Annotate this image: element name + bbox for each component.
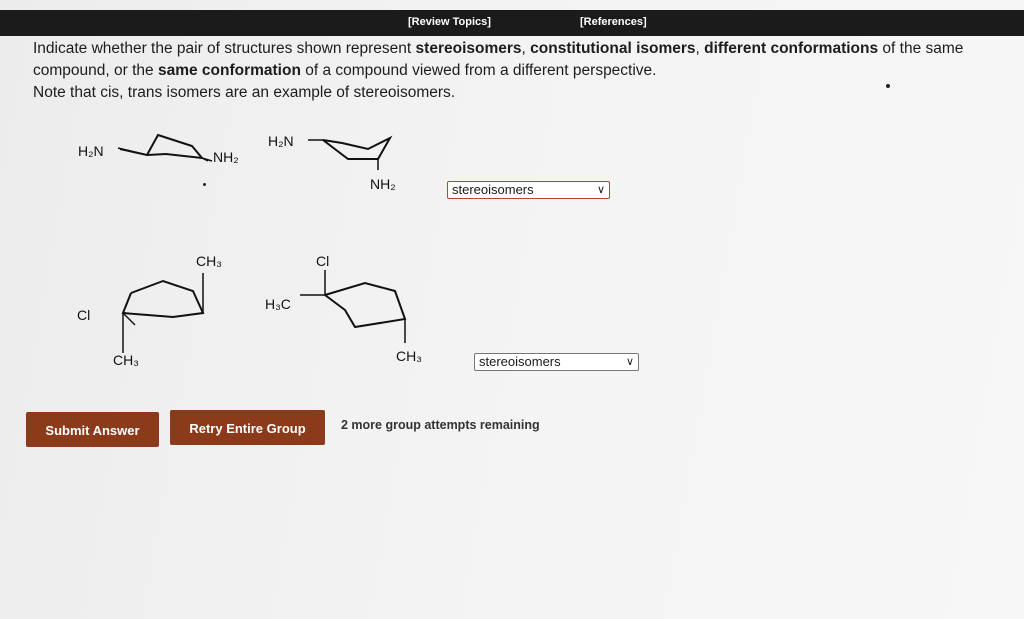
- question-text: [33, 38, 983, 104]
- answer-select-pair-2-value: stereoisomers: [479, 354, 561, 369]
- structure-1b-substituent-top: H₂N: [268, 133, 294, 149]
- structure-1a-ring: [110, 125, 230, 170]
- retry-entire-group-button[interactable]: Retry Entire Group: [170, 410, 325, 445]
- attempts-remaining-text: 2 more group attempts remaining: [341, 418, 540, 432]
- answer-select-pair-1[interactable]: [447, 181, 610, 199]
- question-note: Note that cis, trans isomers are an example of stereoisomers.: [33, 84, 456, 101]
- structure-2a-ring: [105, 265, 220, 355]
- top-bar: [0, 10, 1024, 36]
- structure-2b-substituent-left: H₃C: [265, 296, 291, 312]
- structure-2b-substituent-top: Cl: [316, 253, 330, 269]
- references-link[interactable]: [References]: [580, 16, 647, 28]
- structure-2a-substituent-bottom: CH₃: [113, 352, 139, 368]
- submit-answer-button[interactable]: Submit Answer: [26, 412, 159, 447]
- answer-select-pair-2[interactable]: [474, 353, 639, 371]
- structure-2a-substituent-top: CH₃: [196, 253, 222, 269]
- chevron-down-icon: ∨: [625, 356, 634, 368]
- structure-1a-substituent-left: H₂N: [78, 143, 104, 159]
- review-topics-link[interactable]: [Review Topics]: [408, 16, 491, 28]
- question-instruction: Indicate whether the pair of structures shown represent stereoisomers, constitutional isomers, different conformations of the same compound, or the same conformation of a compound viewed from a different perspective.: [33, 40, 964, 79]
- stray-dot: [886, 84, 890, 88]
- structure-1a-substituent-right: NH₂: [213, 149, 239, 165]
- chevron-down-icon: ∨: [596, 184, 605, 196]
- structure-1b-substituent-bottom: NH₂: [370, 176, 396, 192]
- answer-select-pair-1-value: stereoisomers: [452, 182, 534, 197]
- structure-2b-substituent-bottom: CH₃: [396, 348, 422, 364]
- structure-2b-ring: [295, 265, 420, 355]
- structure-2a-substituent-left: Cl: [77, 307, 91, 323]
- stray-dot: [203, 183, 206, 186]
